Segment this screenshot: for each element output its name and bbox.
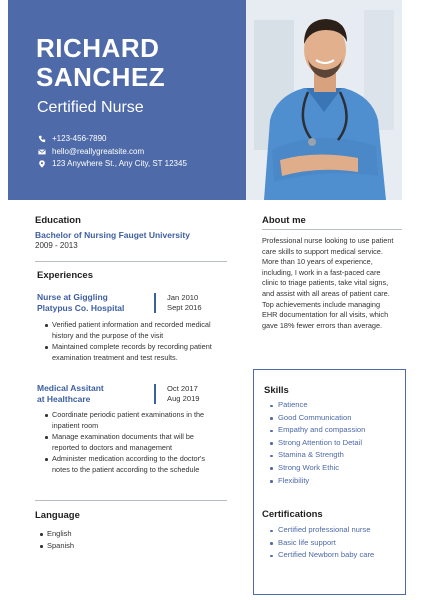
email-icon <box>38 148 46 156</box>
list-item: Empathy and compassion <box>270 424 365 437</box>
resume-header <box>0 0 427 200</box>
contact-email <box>38 147 238 156</box>
list-item: Patience <box>270 399 365 412</box>
certifications-heading: Certifications <box>262 509 323 520</box>
list-item: Coordinate periodic patient examinations in the inpatient room <box>45 410 215 431</box>
job-dates: Oct 2017 Aug 2019 <box>167 384 200 403</box>
job-bullets <box>45 410 215 476</box>
job-role: Certified Nurse <box>37 99 144 116</box>
list-item: Strong Work Ethic <box>270 462 365 475</box>
job-date-bar <box>154 384 156 404</box>
nurse-portrait-image <box>246 0 402 200</box>
list-item: Certified professional nurse <box>270 524 374 537</box>
list-item: Manage examination documents that will be reported to doctors and management <box>45 432 215 453</box>
job-bullets <box>45 320 215 364</box>
education-heading: Education <box>35 215 81 226</box>
email-text: hello@reallygreatsite.com <box>52 147 145 156</box>
education-degree: Bachelor of Nursing Fauget University <box>35 230 190 240</box>
list-item: Flexibility <box>270 475 365 488</box>
list-item: Strong Attention to Detail <box>270 437 365 450</box>
skills-list <box>270 399 365 487</box>
contact-phone <box>38 134 238 143</box>
education-years: 2009 - 2013 <box>35 241 78 250</box>
about-text: Professional nurse looking to use patient care skills to support medical service. More than 10 years of experience, including, I work in a fast-paced care clinic to triage patients, take vital signs, and assist with all areas of patient care. Top achievements include managing EHR documentation for all visits, which gave 18% fewer errors than average. <box>262 236 394 330</box>
job-title: Medical Assitant at Healthcare <box>37 383 104 404</box>
divider <box>262 229 402 230</box>
job-date-bar <box>154 293 156 313</box>
phone-text: +123-456-7890 <box>52 134 107 143</box>
list-item: Certified Newborn baby care <box>270 549 374 562</box>
address-text: 123 Anywhere St., Any City, ST 12345 <box>52 159 187 168</box>
list-item: Verified patient information and recorded medical history and the purpose of the visit <box>45 320 215 341</box>
last-name: SANCHEZ <box>36 62 166 92</box>
language-list <box>40 528 74 552</box>
location-pin-icon <box>38 160 46 168</box>
certifications-list <box>270 524 374 562</box>
full-name <box>36 34 165 92</box>
divider <box>35 500 227 501</box>
about-heading: About me <box>262 215 306 226</box>
skills-heading: Skills <box>264 385 289 396</box>
list-item: Administer medication according to the doctor's notes to the patient according to the schedule <box>45 454 215 475</box>
contact-address <box>38 159 238 168</box>
job-dates: Jan 2010 Sept 2016 <box>167 293 202 312</box>
list-item: Stamina & Strength <box>270 449 365 462</box>
language-heading: Language <box>35 510 80 521</box>
divider <box>35 261 227 262</box>
phone-icon <box>38 135 46 143</box>
list-item: Maintained complete records by recording patient examination treatment and test results. <box>45 342 215 363</box>
experiences-heading: Experiences <box>37 270 93 281</box>
job-title: Nurse at Giggling Platypus Co. Hospital <box>37 292 125 313</box>
list-item: Good Communication <box>270 412 365 425</box>
list-item: English <box>40 528 74 540</box>
list-item: Basic life support <box>270 537 374 550</box>
profile-photo <box>246 0 402 200</box>
list-item: Spanish <box>40 540 74 552</box>
first-name: RICHARD <box>36 33 160 63</box>
